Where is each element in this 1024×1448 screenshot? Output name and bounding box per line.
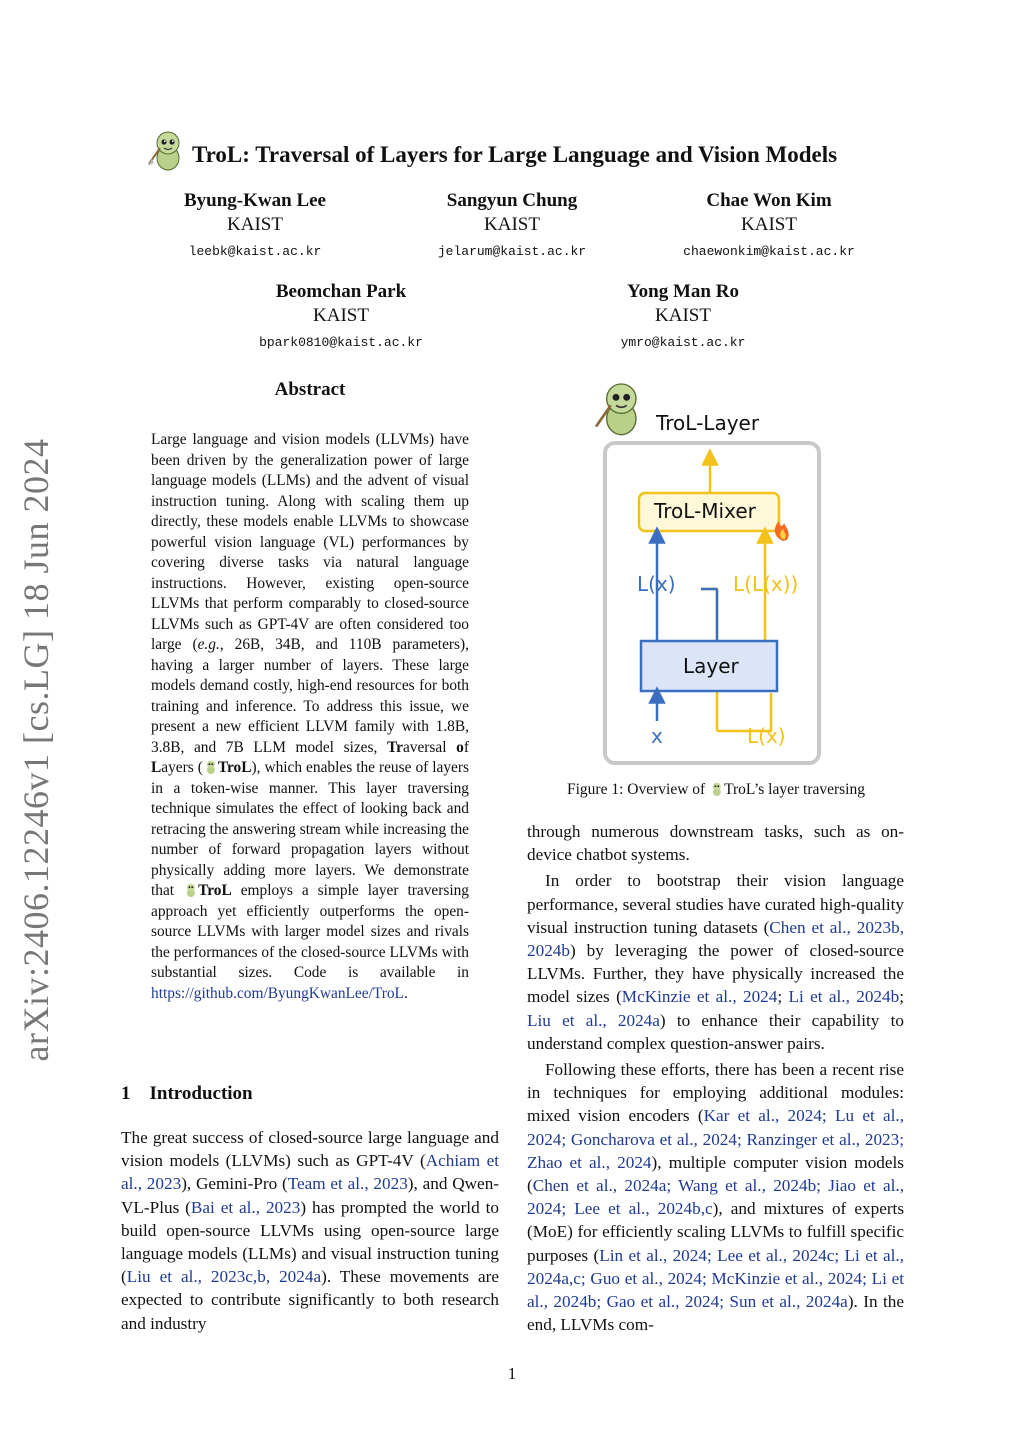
abstract-text: e.g. <box>197 636 220 653</box>
mixer-label: TroL-Mixer <box>654 499 756 523</box>
trol-mascot-icon <box>146 128 188 172</box>
code-link[interactable]: https://github.com/ByungKwanLee/TroL <box>151 984 404 1002</box>
intro-text: ), Gemini-Pro ( <box>181 1174 288 1194</box>
section-title: Introduction <box>149 1083 253 1104</box>
caption-text: TroL’s layer traversing <box>724 781 865 798</box>
citation-link[interactable]: Achiam et al., 2023 <box>121 1151 500 1194</box>
citation-link[interactable]: Bai et al., 2023 <box>190 1197 301 1217</box>
author-affiliation: KAIST <box>313 305 369 326</box>
abstract-text: L <box>151 759 162 776</box>
caption-text: Figure 1: Overview of <box>567 781 710 798</box>
intro-paragraph <box>121 1126 499 1335</box>
abstract-text: Large language and vision models (LLVMs) have been driven by the generalization power of large language models (LLMs) and the advent of visual instruction tuning. Along with scaling them up directly, these models enable LLVMs to showcase powerful vision language (VL) performances by covering diverse tasks via natural language instructions. However, existing open-source LLVMs that perform comparably to closed-source LLVMs such as GPT-4V are often considered too large ( <box>151 431 469 653</box>
author-block <box>125 189 385 263</box>
body-text: ). In the end, LLVMs com- <box>527 1292 904 1335</box>
abstract-text: ), which enables the reuse of layers in a token-wise manner. This layer traversing technique simulates the effect of looking back and retracing the answering stream while increasing the number of forward propagation layers without physically adding more layers. We demonstrate that <box>151 759 469 899</box>
author-email[interactable]: bpark0810@kaist.ac.kr <box>259 335 423 350</box>
trol-mascot-icon <box>203 759 218 775</box>
paragraph <box>527 869 904 1055</box>
abstract-text: aversal <box>402 738 457 756</box>
author-name: Byung-Kwan Lee <box>184 190 326 211</box>
intro-heading <box>121 1083 501 1105</box>
abstract-body <box>151 430 469 1004</box>
citation-link[interactable]: Team et al., 2023 <box>287 1174 408 1194</box>
abstract-text: employs a simple layer traversing approach yet efficiently outperforms the open-source LLVMs with larger model sizes and rivals the performances of the closed-source LLVMs with substantial sizes. Code is available in <box>151 882 469 981</box>
arxiv-sidebar <box>4 420 68 1080</box>
abstract-text: ayers ( <box>161 759 203 776</box>
abstract-text: TroL <box>198 882 232 899</box>
body-text: ), and mixtures of experts (MoE) for efficiently scaling LLVMs to fulfill specific purposes ( <box>527 1199 905 1265</box>
author-block <box>639 189 899 263</box>
intro-text: ), and Qwen-VL-Plus ( <box>121 1174 500 1217</box>
body-text: ; <box>777 987 789 1007</box>
arxiv-id: arXiv:2406.12246v1 [cs.LG] 18 Jun 2024 <box>16 438 56 1062</box>
x-label: x <box>651 724 663 748</box>
author-name: Yong Man Ro <box>627 281 739 302</box>
author-block <box>382 189 642 263</box>
diagram-frame <box>605 443 819 763</box>
intro-text: ) has prompted the world to build open-source LLVMs using open-source large language models (LLMs) and visual instruction tuning ( <box>121 1197 499 1287</box>
paragraph <box>527 1058 904 1336</box>
citation-link[interactable]: McKinzie et al., 2024 <box>621 987 778 1007</box>
abstract-text: . <box>403 984 408 1002</box>
author-block <box>211 280 471 354</box>
author-email[interactable]: leebk@kaist.ac.kr <box>188 244 322 259</box>
abstract-text: Tr <box>386 738 403 756</box>
trol-mascot-icon <box>592 378 648 438</box>
body-text: Following these efforts, there has been a recent rise in techniques for employing additional modules: mixed vision encoders ( <box>527 1060 904 1126</box>
figure-caption <box>526 781 906 799</box>
lx-label: L(x) <box>637 572 676 596</box>
llx-label: L(L(x)) <box>733 572 799 596</box>
author-affiliation: KAIST <box>484 214 540 235</box>
abstract-heading: Abstract <box>274 379 346 400</box>
author-affiliation: KAIST <box>655 305 711 326</box>
citation-link[interactable]: Liu et al., 2023c,b, 2024a <box>126 1267 322 1287</box>
intro-text: ). These movements are expected to contribute significantly to both research and industry <box>121 1267 499 1333</box>
author-email[interactable]: ymro@kaist.ac.kr <box>620 335 746 350</box>
body-text: ; <box>899 987 904 1007</box>
paragraph: through numerous downstream tasks, such as on-device chatbot systems. <box>527 822 904 865</box>
trol-mascot-icon <box>709 781 724 797</box>
lx-bottom-label: L(x) <box>747 724 786 748</box>
figure-header <box>592 378 782 438</box>
citation-link[interactable]: Kar et al., 2024; Lu et al., 2024; Goncharova et al., 2024; Ranzinger et al., 2023; Zhao et al., 2024 <box>527 1106 904 1172</box>
abstract-text: , 26B, 34B, and 110B parameters), having a larger number of layers. These large models demand costly, high-end resources for both training and inference. To address this issue, we present a new efficient LLVM family with 1.8B, 3.8B, and 7B LLM model sizes, <box>151 636 469 756</box>
author-email[interactable]: jelarum@kaist.ac.kr <box>437 244 587 259</box>
author-name: Beomchan Park <box>275 281 407 302</box>
abstract-text: o <box>456 738 464 756</box>
body-text: In order to bootstrap their vision language performance, several studies have curated high-quality visual instruction tuning datasets ( <box>527 871 904 937</box>
trol-layer-diagram <box>601 441 823 767</box>
layer-label: Layer <box>683 654 739 678</box>
citation-link[interactable]: Lin et al., 2024; Lee et al., 2024c; Li et al., 2024a,c; Guo et al., 2024; McKinzie et al., 2024; Li et al., 2024b; Gao et al., 2024; Sun et al., 2024a <box>527 1245 904 1312</box>
author-affiliation: KAIST <box>741 214 797 235</box>
trol-mascot-icon <box>183 882 198 898</box>
author-name: Sangyun Chung <box>446 190 578 211</box>
body-text: ) to enhance their capability to understand complex question-answer pairs. <box>527 1010 904 1053</box>
citation-link[interactable]: Chen et al., 2024a; Wang et al., 2024b; Jiao et al., 2024; Lee et al., 2024b,c <box>527 1176 904 1219</box>
section-number: 1 <box>121 1083 131 1104</box>
citation-link[interactable]: Li et al., 2024b <box>788 987 900 1007</box>
page-number: 1 <box>507 1364 517 1383</box>
author-name: Chae Won Kim <box>706 190 832 211</box>
citation-link[interactable]: Chen et al., 2023b, 2024b <box>527 917 904 961</box>
right-column <box>527 820 904 1336</box>
author-block <box>553 280 813 354</box>
abstract-text: TroL <box>217 759 252 776</box>
author-email[interactable]: chaewonkim@kaist.ac.kr <box>683 244 855 259</box>
citation-link[interactable]: Liu et al., 2024a <box>527 1010 660 1030</box>
paper-title: TroL: Traversal of Layers for Large Language and Vision Models <box>192 142 838 167</box>
figure-title: TroL-Layer <box>656 411 760 435</box>
body-text: ), multiple computer vision models ( <box>527 1152 904 1196</box>
author-affiliation: KAIST <box>227 214 283 235</box>
intro-text: The great success of closed-source large language and vision models (LLVMs) such as GPT-4V ( <box>121 1128 499 1171</box>
abstract-text: f <box>463 738 469 756</box>
body-text: ) by leveraging the power of closed-source LLVMs. Further, they have physically increased the model sizes ( <box>527 941 904 1007</box>
